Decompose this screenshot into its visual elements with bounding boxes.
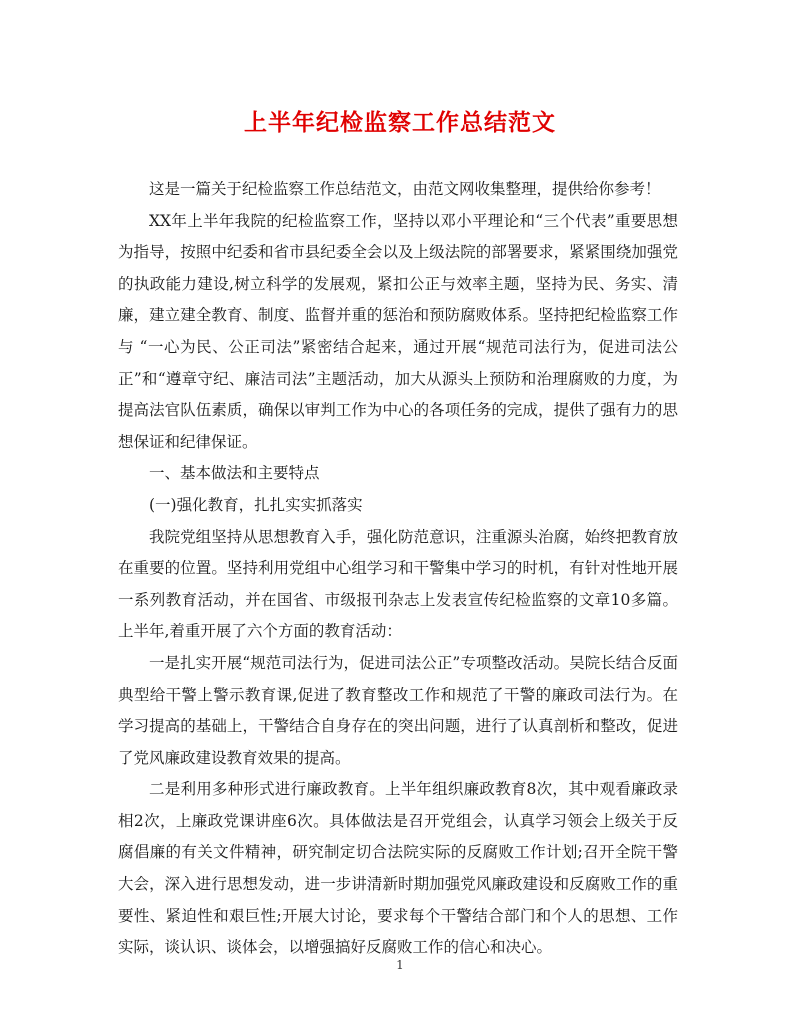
paragraph-item-two: 二是利用多种形式进行廉政教育。上半年组织廉政教育8次，其中观看廉政录相2次，上廉政党课讲座6次。具体做法是召开党组会，认真学习领会上级关于反腐倡廉的有关文件精神，研究制定切合法院实际的反腐败工作计划;召开全院干警大会，深入进行思想发动，进一步讲清新时期加强党风廉政建设和反腐败工作的重要性、紧迫性和艰巨性;开展大讨论，要求每个干警结合部门和个人的思想、工作实际，谈认识、谈体会，以增强搞好反腐败工作的信心和决心。 (118, 780, 678, 957)
subsection-heading: (一)强化教育，扎扎实实抓落实 (149, 495, 363, 514)
paragraph-education: 我院党组坚持从思想教育入手，强化防范意识，注重源头治腐，始终把教育放在重要的位置。坚持利用党组中心组学习和干警集中学习的时机，有针对性地开展一系列教育活动，并在国省、市级报刊杂志上发表宣传纪检监察的文章10多篇。上半年,着重开展了六个方面的教育活动： (118, 527, 678, 641)
section-heading: 一、基本做法和主要特点 (149, 464, 320, 483)
document-title: 上半年纪检监察工作总结范文 (244, 109, 556, 136)
paragraph-overview: XX年上半年我院的纪检监察工作，坚持以邓小平理论和“三个代表”重要思想为指导，按照中纪委和省市县纪委全会以及上级法院的部署要求，紧紧围绕加强党的执政能力建设,树立科学的发展观，紧扣公正与效率主题，坚持为民、务实、清廉，建立建全教育、制度、监督并重的惩治和预防腐败体系。坚持把纪检监察工作与 “一心为民、公正司法”紧密结合起来，通过开展“规范司法行为，促进司法公正”和“遵章守纪、廉洁司法”主题活动，加大从源头上预防和治理腐败的力度，为提高法官队伍素质，确保以审判工作为中心的各项任务的完成，提供了强有力的思想保证和纪律保证。 (118, 211, 678, 451)
paragraph-intro: 这是一篇关于纪检监察工作总结范文，由范文网收集整理，提供给你参考！ (149, 180, 661, 198)
page-number: 1 (396, 958, 404, 972)
document-body (118, 174, 678, 964)
paragraph-item-one: 一是扎实开展“规范司法行为，促进司法公正”专项整改活动。吴院长结合反面典型给干警上警示教育课,促进了教育整改工作和规范了干警的廉政司法行为。在学习提高的基础上，干警结合自身存在的突出问题，进行了认真剖析和整改，促进了党风廉政建设教育效果的提高。 (118, 653, 678, 767)
